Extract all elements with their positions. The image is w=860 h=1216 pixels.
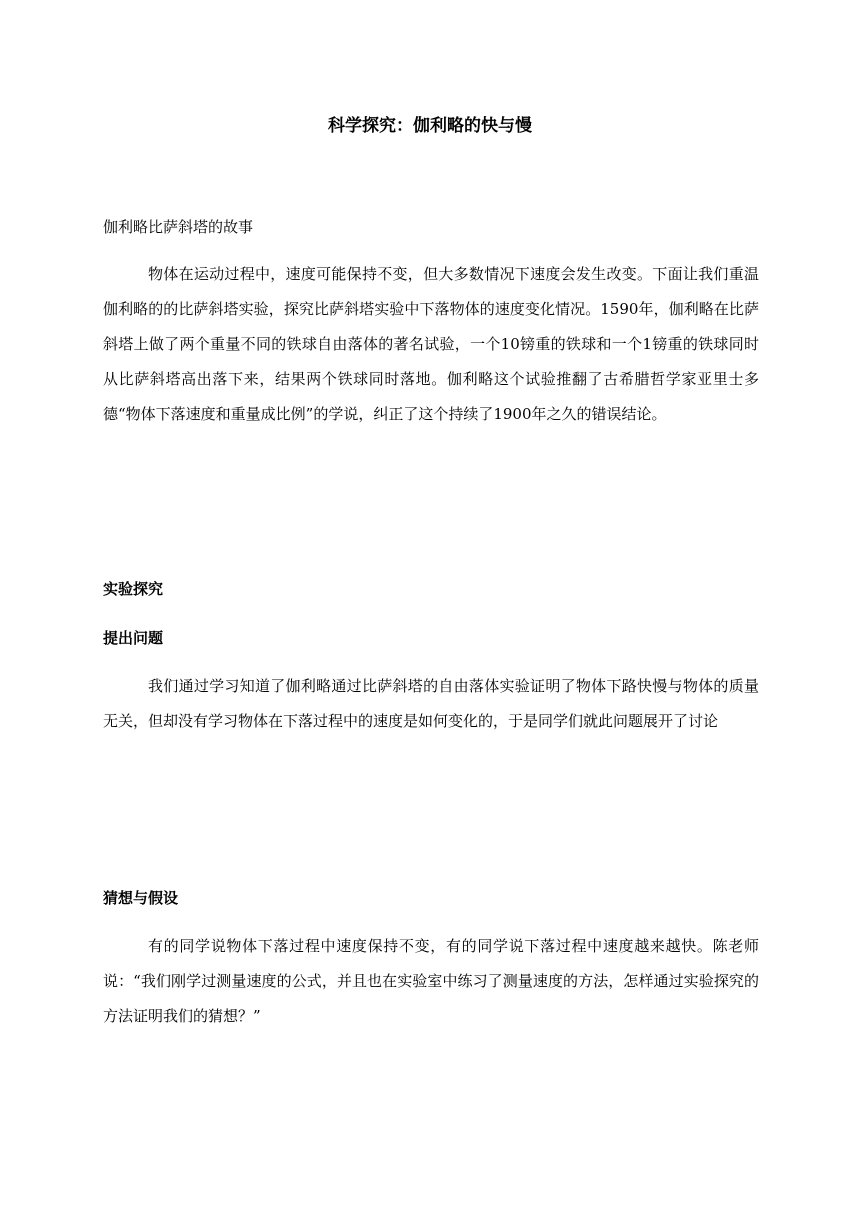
hypothesis-paragraph: 有的同学说物体下落过程中速度保持不变，有的同学说下落过程中速度越来越快。陈老师说：“我们刚学过测量速度的公式，并且也在实验室中练习了测量速度的方法，怎样通过实验探究的方法证明我们的猜想？” (103, 937, 759, 1025)
section-heading-hypothesis: 猜想与假设 (103, 889, 179, 907)
story-heading: 伽利略比萨斜塔的故事 (103, 218, 254, 236)
story-paragraph: 物体在运动过程中，速度可能保持不变，但大多数情况下速度会发生改变。下面让我们重温伽利略的的比萨斜塔实验，探究比萨斜塔实验中下落物体的速度变化情况。1590年，伽利略在比萨斜塔上做了两个重量不同的铁球自由落体的著名试验，一个10镑重的铁球和一个1镑重的铁球同时从比萨斜塔高出落下来，结果两个铁球同时落地。伽利略这个试验推翻了古希腊哲学家亚里士多德“物体下落速度和重量成比例”的学说，纠正了这个持续了1900年之久的错误结论。 (103, 265, 759, 423)
section-heading-experiment: 实验探究 (103, 580, 164, 598)
document-title: 科学探究：伽利略的快与慢 (328, 116, 532, 136)
section-heading-question: 提出问题 (103, 629, 164, 647)
question-paragraph: 我们通过学习知道了伽利略通过比萨斜塔的自由落体实验证明了物体下路快慢与物体的质量无关，但却没有学习物体在下落过程中的速度是如何变化的，于是同学们就此问题展开了讨论 (103, 677, 759, 730)
